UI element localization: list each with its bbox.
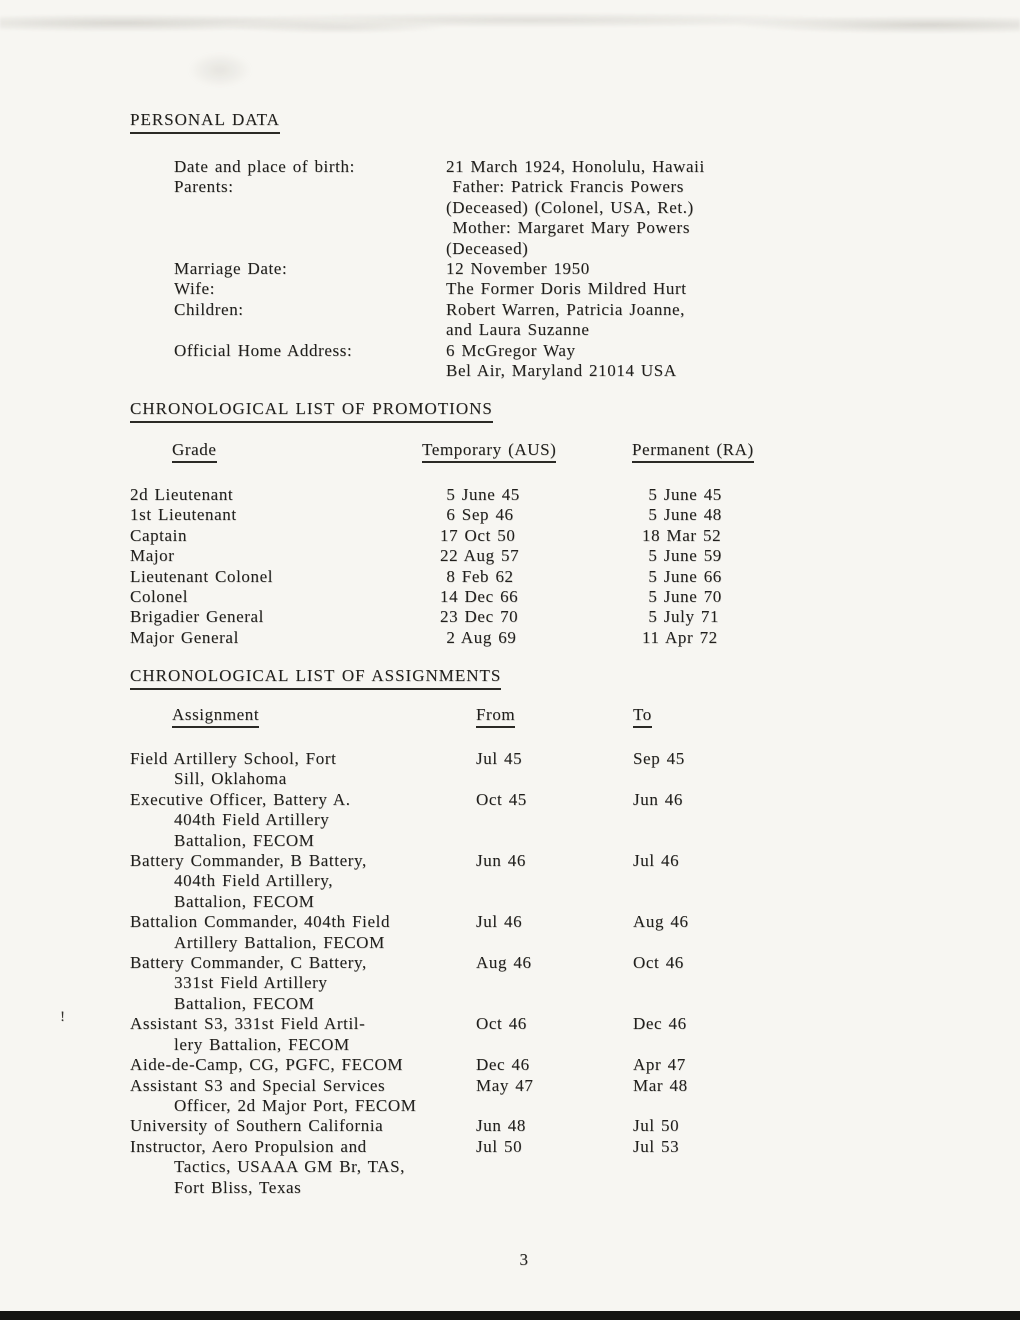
assignment-line: Fort Bliss, Texas: [174, 1177, 302, 1197]
promotion-row: [130, 628, 722, 648]
personal-values: [446, 177, 694, 259]
assignment-from-date: Oct 46: [476, 1014, 527, 1034]
promotions-table-body: [130, 485, 722, 648]
promotion-temporary-date: 14 Dec 66: [440, 587, 519, 607]
assignment-line: Officer, 2d Major Port, FECOM: [174, 1095, 417, 1115]
promotion-permanent-date: 5 June 66: [642, 566, 722, 586]
assignment-description: [130, 912, 476, 953]
promotions-heading: CHRONOLOGICAL LIST OF PROMOTIONS: [130, 399, 493, 423]
column-header-from: From: [476, 705, 515, 728]
assignment-row: [130, 1014, 689, 1055]
page-number: 3: [519, 1250, 529, 1269]
assignment-line: 404th Field Artillery,: [174, 871, 334, 891]
assignment-to-date: Mar 48: [633, 1075, 688, 1095]
assignment-from-date: Aug 46: [476, 953, 532, 973]
scan-smudge: [165, 40, 275, 100]
promotion-row: [130, 526, 722, 546]
promotion-permanent-date: 5 June 70: [642, 587, 722, 607]
promotion-row: [130, 485, 722, 505]
assignment-line: Battalion Commander, 404th Field: [130, 912, 391, 932]
assignment-row: [130, 790, 689, 851]
promotion-temporary-date: 23 Dec 70: [440, 607, 519, 627]
promotion-row: [130, 567, 722, 587]
assignment-to-date: Apr 47: [633, 1055, 686, 1075]
assignment-line: Assistant S3, 331st Field Artil-: [130, 1014, 366, 1034]
assignment-to-date: Sep 45: [633, 749, 685, 768]
personal-values: [446, 157, 705, 177]
assignment-from-date: Jul 46: [476, 912, 523, 932]
assignment-description: [130, 1076, 476, 1117]
assignments-table-body: [130, 749, 689, 1198]
assignment-line: Instructor, Aero Propulsion and: [130, 1136, 367, 1156]
promotion-grade: Major: [130, 546, 175, 566]
personal-values: [446, 300, 685, 341]
personal-value-line: Robert Warren, Patricia Joanne,: [446, 299, 686, 319]
promotion-row: [130, 587, 722, 607]
assignment-row: [130, 1137, 689, 1198]
promotion-grade: 1st Lieutenant: [130, 505, 237, 525]
assignment-line: 404th Field Artillery: [174, 810, 330, 830]
assignment-line: lery Battalion, FECOM: [174, 1034, 350, 1054]
promotion-temporary-date: 2 Aug 69: [440, 627, 517, 647]
column-header-assignment: Assignment: [172, 705, 259, 728]
promotion-permanent-date: 5 June 45: [642, 485, 722, 504]
promotion-grade: Brigadier General: [130, 607, 264, 627]
assignment-description: [130, 953, 476, 1014]
assignment-description: [130, 749, 476, 790]
assignments-heading: CHRONOLOGICAL LIST OF ASSIGNMENTS: [130, 666, 501, 690]
promotion-grade: 2d Lieutenant: [130, 485, 234, 504]
promotion-permanent-date: 5 July 71: [642, 607, 720, 627]
personal-values: [446, 259, 590, 279]
promotion-permanent-date: 5 June 48: [642, 505, 722, 525]
personal-label: Date and place of birth:: [174, 157, 355, 176]
assignment-line: Sill, Oklahoma: [174, 769, 287, 789]
promotion-temporary-date: 17 Oct 50: [440, 525, 516, 545]
personal-row: [174, 300, 705, 341]
personal-value-line: The Former Doris Mildred Hurt: [446, 279, 687, 299]
promotion-grade: Lieutenant Colonel: [130, 566, 274, 586]
promotions-header-row: [130, 440, 850, 470]
promotion-grade: Major General: [130, 627, 239, 647]
personal-value-line: (Deceased) (Colonel, USA, Ret.): [446, 197, 694, 217]
assignment-row: [130, 953, 689, 1014]
personal-row: [174, 177, 705, 259]
personal-value-line: and Laura Suzanne: [446, 320, 590, 340]
personal-data-list: [130, 157, 705, 381]
personal-row: [174, 279, 705, 299]
personal-row: [174, 341, 705, 382]
assignment-description: [130, 851, 476, 912]
assignment-to-date: Jul 46: [633, 851, 680, 871]
personal-label: Wife:: [174, 279, 216, 299]
personal-values: [446, 341, 677, 382]
assignments-header-row: [130, 705, 850, 735]
assignment-description: [130, 1137, 476, 1198]
scan-noise-top-band: [0, 5, 1020, 41]
assignment-row: [130, 749, 689, 790]
assignment-row: [130, 851, 689, 912]
assignment-line: Field Artillery School, Fort: [130, 749, 337, 768]
promotion-permanent-date: 11 Apr 72: [642, 627, 718, 647]
assignment-line: Executive Officer, Battery A.: [130, 789, 351, 809]
assignment-line: Tactics, USAAA GM Br, TAS,: [174, 1157, 406, 1177]
promotion-row: [130, 607, 722, 627]
personal-row: [174, 157, 705, 177]
assignment-row: [130, 1116, 689, 1136]
personal-label: Marriage Date:: [174, 259, 288, 279]
assignment-from-date: Jul 50: [476, 1136, 523, 1156]
assignment-line: University of Southern California: [130, 1116, 384, 1136]
column-header-temporary: Temporary (AUS): [422, 440, 556, 463]
assignment-to-date: Jul 50: [633, 1116, 680, 1136]
personal-value-line: Bel Air, Maryland 21014 USA: [446, 361, 677, 381]
personal-row: [174, 259, 705, 279]
assignment-line: Battery Commander, C Battery,: [130, 953, 367, 973]
promotion-grade: Colonel: [130, 587, 189, 607]
personal-data-heading: PERSONAL DATA: [130, 110, 280, 134]
personal-value-line: 21 March 1924, Honolulu, Hawaii: [446, 157, 705, 176]
assignment-line: Battalion, FECOM: [174, 830, 315, 850]
promotion-permanent-date: 18 Mar 52: [642, 525, 722, 545]
promotion-temporary-date: 5 June 45: [440, 485, 520, 504]
assignment-description: [130, 1014, 476, 1055]
assignment-from-date: Oct 45: [476, 789, 527, 809]
personal-label: Parents:: [174, 177, 234, 197]
promotion-row: [130, 505, 722, 525]
assignment-from-date: Jun 46: [476, 851, 526, 871]
assignment-from-date: Jun 48: [476, 1116, 526, 1136]
margin-stray-mark: !: [60, 1009, 66, 1025]
promotion-row: [130, 546, 722, 566]
assignment-line: Battalion, FECOM: [174, 993, 315, 1013]
personal-label: Official Home Address:: [174, 340, 353, 360]
personal-value-line: Father: Patrick Francis Powers: [446, 177, 685, 197]
personal-values: [446, 279, 687, 299]
personal-value-line: (Deceased): [446, 238, 529, 258]
personal-value-line: Mother: Margaret Mary Powers: [446, 218, 691, 238]
assignment-to-date: Jul 53: [633, 1136, 680, 1156]
assignment-line: Artillery Battalion, FECOM: [174, 932, 385, 952]
assignment-line: Aide-de-Camp, CG, PGFC, FECOM: [130, 1055, 404, 1075]
assignment-row: [130, 1076, 689, 1117]
personal-label: Children:: [174, 299, 244, 319]
assignment-line: Battery Commander, B Battery,: [130, 851, 367, 871]
assignment-description: [130, 1055, 476, 1075]
assignment-description: [130, 790, 476, 851]
assignment-to-date: Dec 46: [633, 1014, 687, 1034]
assignment-line: 331st Field Artillery: [174, 973, 328, 993]
column-header-grade: Grade: [172, 440, 217, 463]
assignment-to-date: Aug 46: [633, 912, 689, 932]
promotion-temporary-date: 6 Sep 46: [440, 505, 514, 525]
assignment-to-date: Jun 46: [633, 789, 683, 809]
assignment-row: [130, 912, 689, 953]
assignment-line: Battalion, FECOM: [174, 891, 315, 911]
assignment-to-date: Oct 46: [633, 953, 684, 973]
assignment-line: Assistant S3 and Special Services: [130, 1075, 386, 1095]
personal-value-line: 12 November 1950: [446, 259, 590, 279]
scan-edge-bottom-band: [0, 1311, 1020, 1320]
personal-value-line: 6 McGregor Way: [446, 340, 576, 360]
assignment-from-date: May 47: [476, 1075, 534, 1095]
assignment-row: [130, 1055, 689, 1075]
promotion-grade: Captain: [130, 525, 188, 545]
column-header-to: To: [633, 705, 652, 728]
assignment-from-date: Dec 46: [476, 1055, 530, 1075]
promotion-permanent-date: 5 June 59: [642, 546, 722, 566]
column-header-permanent: Permanent (RA): [632, 440, 754, 463]
assignment-from-date: Jul 45: [476, 749, 523, 768]
promotion-temporary-date: 8 Feb 62: [440, 566, 514, 586]
assignment-description: [130, 1116, 476, 1136]
promotion-temporary-date: 22 Aug 57: [440, 546, 520, 566]
